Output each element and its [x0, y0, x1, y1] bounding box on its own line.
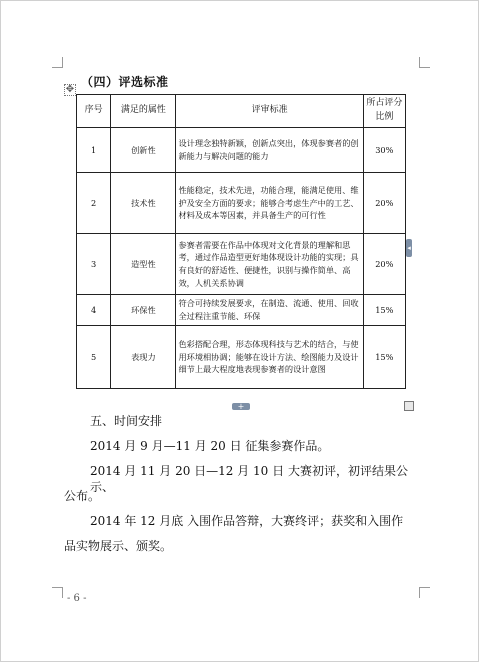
cell-standard[interactable]: 设计理念独特新颖，创新点突出，体现参赛者的创新能力与解决问题的能力	[176, 128, 363, 173]
cell-standard[interactable]: 性能稳定，技术先进，功能合理，能满足使用、维护及安全方面的要求；能够合考虑生产中的工艺、材料及成本等因素，并具备生产的可行性	[176, 173, 363, 234]
table-row	[77, 295, 406, 326]
schedule-line-2: 2014 月 11 月 20 日—12 月 10 日 大赛初评，初评结果公示、	[90, 464, 408, 494]
cell-percentage[interactable]: 20%	[363, 234, 405, 295]
section-title: （四）评选标准	[81, 75, 169, 89]
header-cell-number[interactable]: 序号	[77, 95, 111, 128]
table-row	[77, 128, 406, 173]
table-move-handle-icon[interactable]: ✥	[65, 84, 75, 95]
cell-standard[interactable]: 参赛者需要在作品中体现对文化背景的理解和思考，通过作品造型更好地体现设计功能的实现；具有良好的舒适性、便捷性，识别与操作简单、高效，人机关系协调	[176, 234, 363, 295]
cell-percentage[interactable]: 15%	[363, 326, 405, 389]
cell-number[interactable]: 2	[77, 173, 111, 234]
cell-standard[interactable]: 色彩搭配合理，形态体现科技与艺术的结合，与使用环境相协调；能够在设计方法、绘图能力及设计细节上最大程度地表现参赛者的设计意图	[176, 326, 363, 389]
table-row	[77, 234, 406, 295]
table-column-insert-icon[interactable]: ◂	[406, 239, 412, 257]
cell-attribute[interactable]: 创新性	[111, 128, 176, 173]
table-row	[77, 326, 406, 389]
cell-number[interactable]: 4	[77, 295, 111, 326]
crop-mark-bottom-right	[419, 587, 430, 598]
cell-attribute[interactable]: 表现力	[111, 326, 176, 389]
cell-attribute[interactable]: 造型性	[111, 234, 176, 295]
header-cell-percentage[interactable]: 所占评分比例	[363, 95, 405, 128]
cell-percentage[interactable]: 20%	[363, 173, 405, 234]
cell-attribute[interactable]: 技术性	[111, 173, 176, 234]
crop-mark-top-left	[52, 57, 63, 68]
header-cell-standard[interactable]: 评审标准	[176, 95, 363, 128]
cell-number[interactable]: 1	[77, 128, 111, 173]
crop-mark-bottom-left	[52, 587, 63, 598]
cell-number[interactable]: 5	[77, 326, 111, 389]
schedule-line-2-continued: 公布。	[64, 489, 101, 503]
cell-percentage[interactable]: 30%	[363, 128, 405, 173]
crop-mark-top-right	[419, 57, 430, 68]
page-number: - 6 -	[67, 593, 87, 604]
cell-standard[interactable]: 符合可持续发展要求，在制造、流通、使用、回收全过程注重节能、环保	[176, 295, 363, 326]
header-cell-attribute[interactable]: 满足的属性	[111, 95, 176, 128]
schedule-line-3: 2014 年 12 月底 入围作品答辩，大赛终评；获奖和入围作	[90, 514, 404, 528]
criteria-table[interactable]	[76, 94, 406, 389]
table-row	[77, 173, 406, 234]
schedule-heading: 五、时间安排	[90, 414, 163, 428]
table-row-insert-icon[interactable]: +	[232, 403, 250, 410]
schedule-line-3-continued: 品实物展示、颁奖。	[64, 539, 173, 553]
table-header-row	[77, 95, 406, 128]
schedule-line-1: 2014 月 9 月—11 月 20 日 征集参赛作品。	[90, 439, 330, 453]
cell-number[interactable]: 3	[77, 234, 111, 295]
cell-percentage[interactable]: 15%	[363, 295, 405, 326]
cell-attribute[interactable]: 环保性	[111, 295, 176, 326]
table-resize-handle-icon[interactable]	[404, 401, 414, 411]
